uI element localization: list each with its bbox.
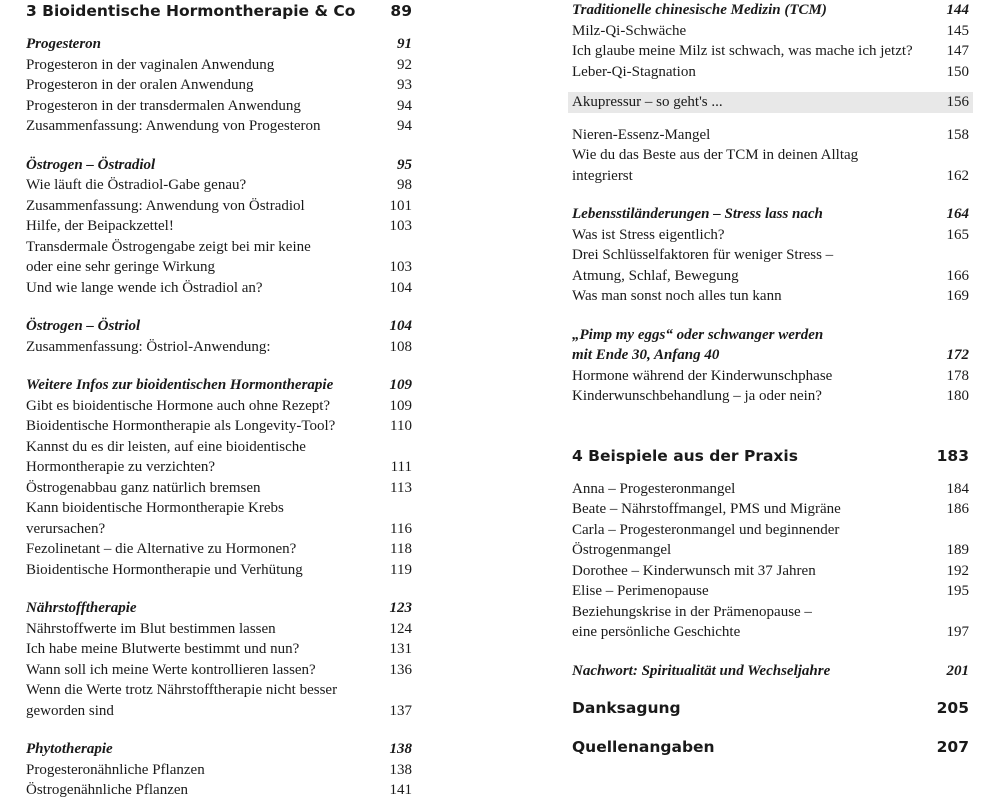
entry-page: 138 [389, 761, 412, 778]
toc-entry[interactable] [26, 75, 412, 96]
entry-title: Kann bioidentische Hormontherapie Krebs [26, 500, 284, 516]
entry-title: Drei Schlüsselfaktoren für weniger Stress – [572, 247, 834, 263]
toc-entry[interactable] [26, 257, 412, 278]
entry-page: 116 [390, 520, 412, 537]
stress-entries [572, 225, 969, 307]
entry-title: Kannst du es dir leisten, auf eine bioidentische [26, 438, 306, 455]
toc-entry[interactable] [26, 278, 412, 299]
entry-title: Hilfe, der Beipackzettel! [26, 218, 174, 234]
entry-title: Ich glaube meine Milz ist schwach, was mache ich jetzt? [572, 43, 913, 59]
section-heading[interactable] [26, 34, 412, 55]
entry-title: oder eine sehr geringe Wirkung [26, 259, 216, 275]
entry-page: 91 [397, 36, 412, 52]
section-page: 172 [946, 347, 969, 363]
toc-right-column [572, 0, 969, 758]
chapter-title: 4 Beispiele aus der Praxis [572, 446, 798, 465]
entry-title: Beziehungskrise in der Prämenopause – [572, 603, 812, 620]
entry-title: Progesteron [26, 36, 101, 52]
entry-page: 147 [946, 43, 969, 59]
toc-entry[interactable] [26, 175, 412, 196]
toc-entry[interactable] [572, 41, 969, 62]
entry-title: Milz-Qi-Schwäche [572, 22, 687, 39]
section-heading-eggs-line2[interactable] [572, 345, 969, 366]
entry-page: 104 [389, 279, 412, 296]
section-heading-tcm[interactable] [572, 0, 969, 21]
entry-page: 169 [946, 288, 969, 304]
entry-page: 118 [390, 541, 412, 557]
chapter-page: 207 [936, 738, 969, 756]
chapter-title: 3 Bioidentische Hormontherapie & Co [26, 2, 356, 20]
chapter4-entries [572, 479, 969, 643]
entry-page: 189 [946, 542, 969, 558]
chapter-page: 183 [936, 446, 969, 465]
entry-page: 162 [946, 167, 969, 184]
entry-page: 131 [389, 641, 412, 657]
entry-page: 123 [389, 600, 412, 616]
chapter-heading-danksagung[interactable] [572, 697, 969, 719]
entry-title: Östrogenabbau ganz natürlich bremsen [26, 479, 261, 496]
toc-entry[interactable] [26, 437, 412, 458]
entry-title: Und wie lange wende ich Östradiol an? [26, 279, 263, 296]
entry-page: 103 [389, 259, 412, 275]
entry-page: 136 [389, 661, 412, 678]
toc-entry[interactable] [26, 539, 412, 560]
chapter-page: 89 [390, 2, 412, 20]
entry-page: 101 [389, 197, 412, 214]
entry-title: Progesteron in der oralen Anwendung [26, 77, 254, 93]
entry-title: Zusammenfassung: Östriol-Anwendung: [26, 338, 271, 355]
entry-page: 103 [389, 218, 412, 234]
entry-title: Hormone während der Kinderwunschphase [572, 367, 833, 384]
entry-title: Nährstofftherapie [26, 600, 137, 616]
entry-page: 111 [390, 459, 412, 475]
toc-entry[interactable] [26, 519, 412, 540]
entry-title: Weitere Infos zur bioidentischen Hormontherapie [26, 377, 334, 393]
entry-title: Wie läuft die Östradiol-Gabe genau? [26, 177, 247, 193]
toc-entry[interactable] [572, 225, 969, 246]
section-heading[interactable] [26, 739, 412, 760]
section-heading[interactable] [26, 375, 412, 396]
toc-entry[interactable] [26, 760, 412, 781]
entry-page: 150 [946, 63, 969, 80]
toc-entry[interactable] [26, 196, 412, 217]
section-title: Traditionelle chinesische Medizin (TCM) [572, 2, 827, 18]
toc-entry[interactable] [26, 639, 412, 660]
entry-page: 108 [389, 338, 412, 355]
chapter-title: Danksagung [572, 699, 681, 717]
section-heading-eggs-line1[interactable] [572, 325, 969, 346]
entry-page: 145 [946, 22, 969, 39]
tcm-entries [572, 21, 969, 83]
entry-title: Phytotherapie [26, 741, 113, 757]
section-page: 164 [946, 206, 969, 222]
toc-entry[interactable] [26, 478, 412, 499]
entry-page: 92 [397, 56, 412, 73]
section-title: Lebensstiländerungen – Stress lass nach [572, 206, 823, 222]
toc-entry[interactable] [572, 21, 969, 42]
left-sections [26, 34, 412, 801]
toc-entry[interactable] [572, 561, 969, 582]
section-page: 144 [946, 2, 969, 18]
toc-entry[interactable] [26, 55, 412, 76]
entry-title: Anna – Progesteronmangel [572, 480, 736, 497]
toc-entry[interactable] [572, 125, 969, 146]
toc-entry[interactable] [572, 499, 969, 520]
toc-entry[interactable] [572, 145, 969, 166]
toc-entry[interactable] [26, 237, 412, 258]
toc-entry[interactable] [26, 701, 412, 722]
toc-entry[interactable] [26, 337, 412, 358]
chapter-heading-4[interactable] [572, 445, 969, 467]
toc-entry[interactable] [572, 602, 969, 623]
entry-title: eine persönliche Geschichte [572, 624, 741, 640]
entry-title: Nährstoffwerte im Blut bestimmen lassen [26, 620, 276, 637]
toc-entry[interactable] [26, 96, 412, 117]
entry-page: 165 [946, 226, 969, 243]
entry-title: Carla – Progesteronmangel und beginnender [572, 521, 840, 538]
entry-page: 166 [946, 267, 969, 284]
toc-entry[interactable] [26, 216, 412, 237]
entry-page: 156 [946, 94, 969, 110]
entry-title: Hormontherapie zu verzichten? [26, 459, 216, 475]
entry-page: 109 [389, 377, 412, 393]
toc-entry[interactable] [572, 166, 969, 187]
entry-page: 137 [389, 702, 412, 719]
entry-title: verursachen? [26, 520, 106, 537]
entry-title: Zusammenfassung: Anwendung von Progesteron [26, 118, 321, 134]
entry-title: Akupressur – so geht's ... [572, 94, 723, 110]
entry-page: 197 [946, 624, 969, 640]
toc-entry[interactable] [26, 116, 412, 137]
entry-page: 178 [946, 367, 969, 384]
toc-entry[interactable] [26, 498, 412, 519]
entry-title: Fezolinetant – die Alternative zu Hormonen? [26, 541, 297, 557]
section-title: Nachwort: Spiritualität und Wechseljahre [572, 662, 831, 679]
chapter-heading[interactable] [26, 0, 412, 22]
entry-page: 94 [397, 118, 412, 134]
entry-title: Zusammenfassung: Anwendung von Östradiol [26, 197, 305, 214]
entry-title: integrierst [572, 167, 633, 184]
entry-page: 113 [390, 479, 412, 496]
entry-page: 186 [946, 501, 969, 517]
entry-title: Transdermale Östrogengabe zeigt bei mir keine [26, 238, 311, 255]
chapter-title: Quellenangaben [572, 738, 715, 756]
entry-title: Beate – Nährstoffmangel, PMS und Migräne [572, 501, 841, 517]
toc-entry[interactable] [572, 386, 969, 407]
toc-entry[interactable] [572, 622, 969, 643]
toc-entry[interactable] [572, 266, 969, 287]
entry-page: 109 [389, 397, 412, 414]
entry-page: 124 [389, 620, 412, 637]
toc-entry[interactable] [26, 560, 412, 581]
entry-title: Kinderwunschbehandlung – ja oder nein? [572, 388, 822, 404]
entry-title: Wenn die Werte trotz Nährstofftherapie nicht besser [26, 682, 338, 698]
entry-title: Gibt es bioidentische Hormone auch ohne Rezept? [26, 397, 331, 414]
entry-title: Wie du das Beste aus der TCM in deinen Alltag [572, 147, 859, 163]
entry-title: geworden sind [26, 702, 114, 719]
toc-entry[interactable] [26, 780, 412, 801]
section-heading[interactable] [26, 316, 412, 337]
entry-title: Nieren-Essenz-Mangel [572, 126, 711, 143]
entry-title: Östrogen – Östriol [26, 318, 141, 334]
toc-entry[interactable] [26, 416, 412, 437]
entry-page: 104 [389, 318, 412, 334]
entry-page: 141 [389, 782, 412, 798]
entry-page: 110 [390, 418, 412, 434]
section-heading[interactable] [26, 598, 412, 619]
entry-title: Was ist Stress eigentlich? [572, 226, 725, 243]
entry-title: Was man sonst noch alles tun kann [572, 288, 782, 304]
entry-page: 180 [946, 388, 969, 404]
tcm2-entries [572, 125, 969, 187]
entry-page: 98 [397, 177, 412, 193]
entry-page: 195 [946, 583, 969, 599]
toc-entry[interactable] [572, 245, 969, 266]
toc-entry[interactable] [572, 540, 969, 561]
entry-title: Progesteron in der transdermalen Anwendung [26, 97, 301, 114]
entry-title: Progesteron in der vaginalen Anwendung [26, 56, 275, 73]
entry-page: 119 [390, 561, 412, 578]
section-title: mit Ende 30, Anfang 40 [572, 347, 720, 363]
entry-title: Östrogen – Östradiol [26, 156, 156, 173]
entry-page: 158 [946, 126, 969, 143]
toc-entry[interactable] [26, 660, 412, 681]
section-heading-nachwort[interactable] [572, 661, 969, 682]
entry-title: Östrogenmangel [572, 542, 672, 558]
toc-entry[interactable] [572, 520, 969, 541]
toc-entry[interactable] [572, 581, 969, 602]
entry-page: 94 [397, 97, 412, 114]
entry-title: Dorothee – Kinderwunsch mit 37 Jahren [572, 562, 816, 579]
toc-entry[interactable] [572, 286, 969, 307]
toc-entry-akupressur[interactable] [568, 92, 973, 113]
toc-entry[interactable] [26, 619, 412, 640]
section-title: „Pimp my eggs“ oder schwanger werden [572, 326, 824, 343]
entry-title: Leber-Qi-Stagnation [572, 63, 696, 80]
entry-page: 138 [389, 741, 412, 757]
entry-title: Wann soll ich meine Werte kontrollieren lassen? [26, 661, 316, 678]
toc-left-column [26, 0, 412, 801]
toc-entry[interactable] [26, 396, 412, 417]
entry-title: Progesteronähnliche Pflanzen [26, 761, 205, 778]
toc-entry[interactable] [26, 680, 412, 701]
entry-page: 95 [397, 156, 412, 173]
entry-title: Atmung, Schlaf, Bewegung [572, 267, 739, 284]
entry-title: Elise – Perimenopause [572, 583, 709, 599]
section-heading-stress[interactable] [572, 204, 969, 225]
chapter-heading-quellen[interactable] [572, 736, 969, 758]
toc-entry[interactable] [572, 479, 969, 500]
eggs-entries [572, 366, 969, 407]
chapter-page: 205 [936, 699, 969, 717]
entry-title: Bioidentische Hormontherapie und Verhütung [26, 561, 303, 578]
entry-title: Östrogenähnliche Pflanzen [26, 782, 189, 798]
section-page: 201 [946, 662, 969, 679]
toc-entry[interactable] [572, 366, 969, 387]
entry-page: 93 [397, 77, 412, 93]
entry-title: Ich habe meine Blutwerte bestimmt und nun? [26, 641, 300, 657]
toc-entry[interactable] [572, 62, 969, 83]
section-heading[interactable] [26, 155, 412, 176]
toc-entry[interactable] [26, 457, 412, 478]
entry-page: 192 [946, 562, 969, 579]
entry-page: 184 [946, 480, 969, 497]
entry-title: Bioidentische Hormontherapie als Longevity-Tool? [26, 418, 336, 434]
